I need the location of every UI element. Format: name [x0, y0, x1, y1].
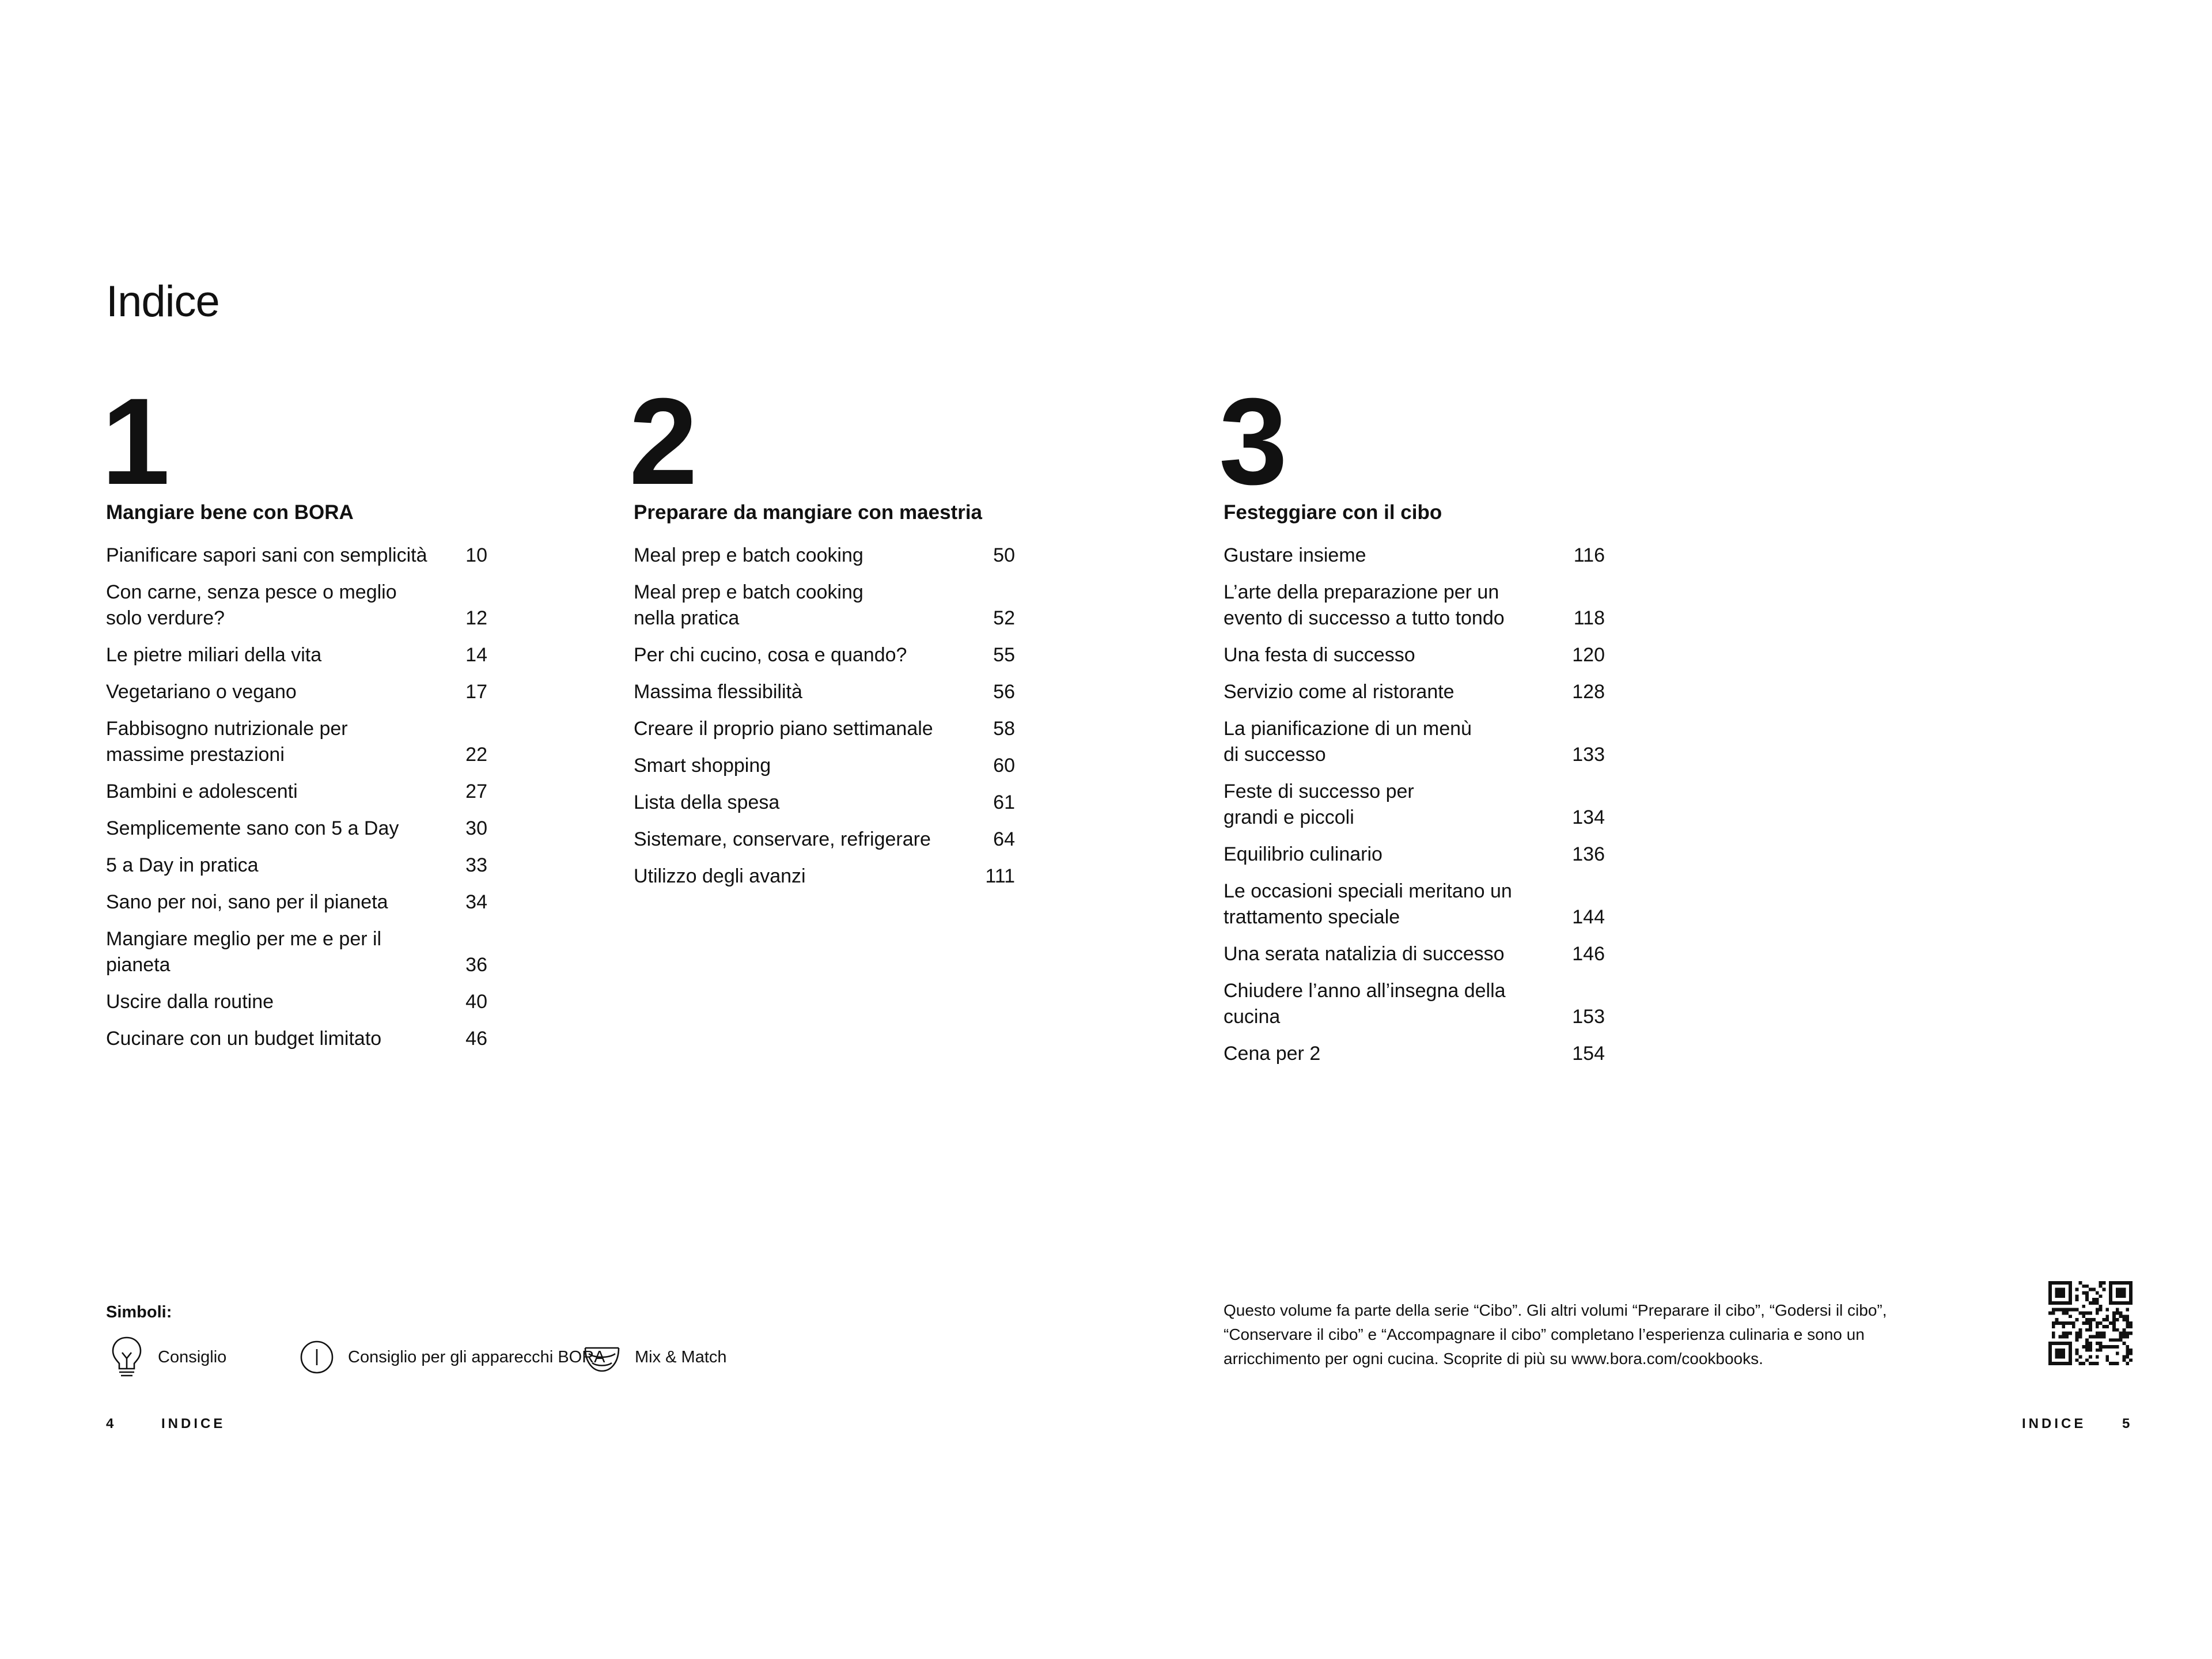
chapter-1	[101, 373, 487, 1050]
toc-entry-page: 146	[1572, 943, 1605, 965]
toc-entry-label: Per chi cucino, cosa e quando?	[634, 644, 907, 666]
toc-entry[interactable]	[634, 579, 1015, 631]
toc-entry[interactable]	[634, 753, 1015, 779]
toc-entry[interactable]	[1224, 642, 1605, 668]
toc-entry-page: 144	[1572, 906, 1605, 928]
toc-entry-label: Le pietre miliari della vita	[106, 644, 322, 666]
toc-entry-page: 52	[993, 607, 1015, 629]
toc-entry[interactable]	[106, 926, 487, 978]
toc-entry-label: Semplicemente sano con 5 a Day	[106, 817, 399, 839]
toc-entry[interactable]	[106, 889, 487, 915]
toc-entry-label: L’arte della preparazione per un evento di successo a tutto tondo	[1224, 581, 1505, 629]
chapter-number: 3	[1219, 373, 1286, 510]
toc-entry-page: 111	[985, 865, 1015, 887]
toc-entry-label: Le occasioni speciali meritano un trattamento speciale	[1224, 880, 1512, 928]
chapter-number: 1	[101, 373, 168, 510]
toc-list	[634, 543, 1015, 900]
toc-entry-page: 61	[993, 791, 1015, 813]
toc-entry-label: Lista della spesa	[634, 791, 780, 813]
symbol-label: Consiglio per gli apparecchi BORA	[348, 1347, 605, 1366]
toc-entry-page: 34	[465, 891, 487, 913]
toc-entry[interactable]	[634, 863, 1015, 889]
toc-entry-page: 40	[465, 991, 487, 1013]
toc-entry-label: Sano per noi, sano per il pianeta	[106, 891, 388, 913]
toc-entry-label: Gustare insieme	[1224, 544, 1366, 566]
toc-entry-label: La pianificazione di un menù di successo	[1224, 718, 1472, 766]
toc-entry-page: 116	[1573, 544, 1605, 566]
chapter-2	[629, 373, 1015, 887]
page-number-right: 5	[2122, 1416, 2133, 1431]
toc-entry[interactable]	[1224, 842, 1605, 868]
toc-entry-page: 118	[1573, 607, 1605, 629]
toc-entry[interactable]	[1224, 679, 1605, 705]
toc-entry[interactable]	[634, 716, 1015, 742]
toc-entry-page: 12	[465, 607, 487, 629]
toc-entry-label: Meal prep e batch cooking nella pratica	[634, 581, 863, 629]
toc-list	[106, 543, 487, 1063]
toc-entry-label: Pianificare sapori sani con semplicità	[106, 544, 427, 566]
toc-entry-page: 10	[465, 544, 487, 566]
running-head-left: INDICE	[161, 1416, 226, 1431]
toc-entry-label: Servizio come al ristorante	[1224, 681, 1455, 703]
toc-entry[interactable]	[106, 543, 487, 569]
toc-entry-page: 30	[465, 817, 487, 839]
page-number-left: 4	[106, 1416, 117, 1431]
toc-entry-page: 22	[465, 744, 487, 766]
toc-entry-page: 60	[993, 755, 1015, 777]
toc-entry[interactable]	[1224, 941, 1605, 967]
toc-entry-label: Una serata natalizia di successo	[1224, 943, 1505, 965]
chapter-number: 2	[629, 373, 696, 510]
toc-entry[interactable]	[106, 1026, 487, 1052]
toc-entry[interactable]	[106, 579, 487, 631]
toc-entry-page: 33	[465, 854, 487, 876]
bowl-icon	[583, 1340, 621, 1374]
toc-entry-page: 136	[1572, 843, 1605, 865]
toc-entry[interactable]	[634, 790, 1015, 816]
toc-entry-page: 14	[465, 644, 487, 666]
toc-entry[interactable]	[106, 779, 487, 805]
page-title: Indice	[106, 277, 219, 326]
symbol-legend-item	[109, 1335, 226, 1379]
toc-entry-page: 133	[1572, 744, 1605, 766]
running-head-right: INDICE	[2022, 1416, 2086, 1431]
toc-entry-page: 64	[993, 828, 1015, 850]
toc-entry-label: Feste di successo per grandi e piccoli	[1224, 781, 1414, 828]
toc-entry-page: 58	[993, 718, 1015, 740]
toc-entry-page: 55	[993, 644, 1015, 666]
toc-entry-label: Fabbisogno nutrizionale per massime prestazioni	[106, 718, 348, 766]
toc-entry-page: 56	[993, 681, 1015, 703]
toc-entry-label: Cucinare con un budget limitato	[106, 1028, 382, 1050]
series-note: Questo volume fa parte della serie “Cibo”. Gli altri volumi “Preparare il cibo”, “Godersi il cibo”, “Conservare il cibo” e “Accompagnare il cibo” completano l’esperienza culinaria e sono un arricchimento per ogni cucina. Scoprite di più su www.bora.com/cookbooks.	[1224, 1301, 1887, 1368]
symbols-heading: Simboli:	[106, 1303, 172, 1321]
toc-entry[interactable]	[106, 816, 487, 842]
toc-entry-page: 46	[465, 1028, 487, 1050]
chapter-title: Festeggiare con il cibo	[1224, 501, 1442, 524]
symbol-legend-item	[300, 1335, 605, 1379]
toc-entry-label: Uscire dalla routine	[106, 991, 274, 1013]
toc-entry[interactable]	[106, 716, 487, 768]
toc-entry-label: Chiudere l’anno all’insegna della cucina	[1224, 980, 1506, 1028]
toc-entry-label: Creare il proprio piano settimanale	[634, 718, 933, 740]
info-circle-icon	[300, 1340, 334, 1374]
toc-entry-label: Con carne, senza pesce o meglio solo verdure?	[106, 581, 397, 629]
toc-entry[interactable]	[106, 989, 487, 1015]
toc-entry-label: Vegetariano o vegano	[106, 681, 297, 703]
toc-entry-label: Equilibrio culinario	[1224, 843, 1382, 865]
symbol-legend-item	[583, 1335, 727, 1379]
toc-entry[interactable]	[1224, 579, 1605, 631]
toc-entry-label: 5 a Day in pratica	[106, 854, 259, 876]
toc-entry-page: 120	[1572, 644, 1605, 666]
chapter-title: Mangiare bene con BORA	[106, 501, 354, 524]
toc-entry[interactable]	[634, 827, 1015, 853]
toc-entry-label: Massima flessibilità	[634, 681, 802, 703]
toc-entry[interactable]	[1224, 716, 1605, 768]
toc-entry[interactable]	[106, 679, 487, 705]
toc-entry[interactable]	[1224, 1041, 1605, 1067]
toc-entry[interactable]	[106, 853, 487, 878]
toc-entry-page: 50	[993, 544, 1015, 566]
symbol-label: Mix & Match	[635, 1347, 727, 1366]
toc-entry[interactable]	[1224, 779, 1605, 831]
qr-code-icon[interactable]	[2048, 1281, 2133, 1368]
toc-entry-label: Cena per 2	[1224, 1043, 1321, 1065]
chapter-title: Preparare da mangiare con maestria	[634, 501, 983, 524]
toc-entry-label: Smart shopping	[634, 755, 771, 777]
toc-entry-label: Sistemare, conservare, refrigerare	[634, 828, 931, 850]
lightbulb-icon	[109, 1335, 144, 1379]
chapter-3	[1219, 373, 1605, 1065]
toc-entry[interactable]	[1224, 543, 1605, 569]
toc-entry-label: Utilizzo degli avanzi	[634, 865, 806, 887]
toc-entry-page: 17	[465, 681, 487, 703]
toc-entry-page: 27	[465, 781, 487, 802]
toc-entry-page: 128	[1572, 681, 1605, 703]
toc-entry-page: 134	[1572, 806, 1605, 828]
toc-entry-label: Meal prep e batch cooking	[634, 544, 863, 566]
toc-entry[interactable]	[634, 679, 1015, 705]
toc-entry-label: Una festa di successo	[1224, 644, 1415, 666]
toc-entry[interactable]	[1224, 878, 1605, 930]
toc-list	[1224, 543, 1605, 1078]
toc-entry-label: Mangiare meglio per me e per il pianeta	[106, 928, 382, 976]
toc-entry-page: 36	[465, 954, 487, 976]
toc-entry[interactable]	[1224, 978, 1605, 1030]
toc-entry[interactable]	[106, 642, 487, 668]
symbol-label: Consiglio	[158, 1347, 227, 1366]
toc-entry-label: Bambini e adolescenti	[106, 781, 298, 802]
toc-entry[interactable]	[634, 543, 1015, 569]
toc-entry-page: 153	[1572, 1006, 1605, 1028]
toc-entry[interactable]	[634, 642, 1015, 668]
toc-entry-page: 154	[1572, 1043, 1605, 1065]
